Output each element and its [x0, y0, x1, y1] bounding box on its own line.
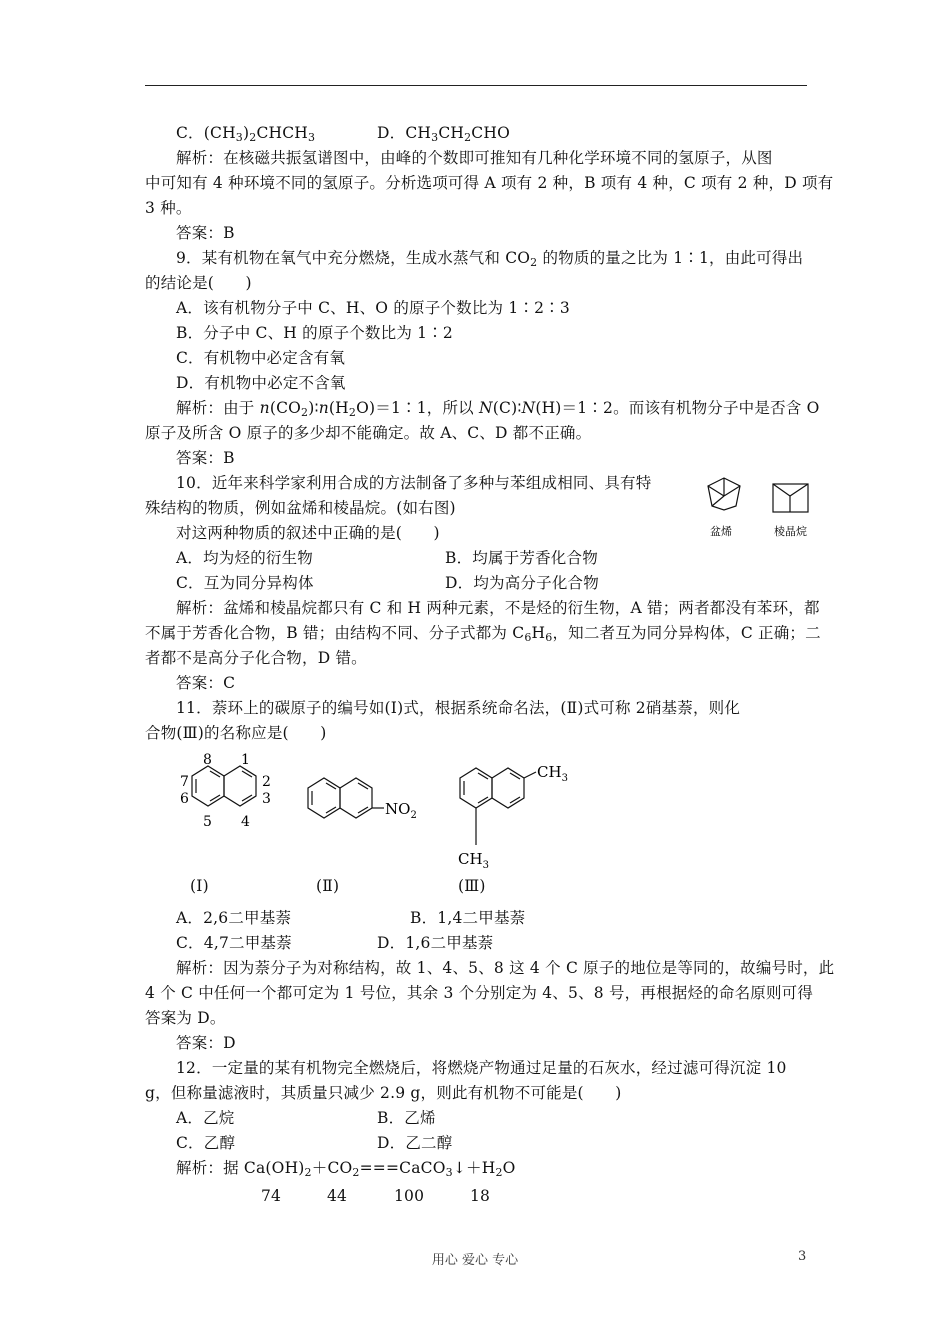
q11-answer: 答案：D — [176, 1034, 236, 1052]
q8-option-d: D．$CH_3CH_2CHO$ — [377, 124, 510, 144]
q10-option-d: D．均为高分子化合物 — [445, 574, 599, 592]
q11-stem: 合物(Ⅲ)的名称应是( ) — [145, 724, 327, 742]
structure-label-iii: (Ⅲ) — [458, 877, 486, 895]
position-number: 7 — [180, 774, 189, 790]
q10-stem: 殊结构的物质，例如盆烯和棱晶烷。(如右图) — [145, 499, 456, 517]
position-number: 2 — [262, 774, 271, 790]
q8-analysis-line: 3 种。 — [145, 199, 192, 217]
q10-structure-figure — [698, 474, 818, 544]
naphthalene-structure-ii — [308, 778, 384, 818]
q10-stem: 对这两种物质的叙述中正确的是( ) — [176, 524, 440, 542]
q10-option-a: A．均为烃的衍生物 — [176, 549, 313, 567]
q9-analysis-line: 原子及所含 O 原子的多少却不能确定。故 A、C、D 都不正确。 — [145, 424, 592, 442]
molar-mass-value: 74 — [261, 1187, 282, 1205]
molar-mass-value: 100 — [394, 1187, 425, 1205]
molar-mass-value: 18 — [470, 1187, 491, 1205]
q9-option-b: B．分子中 C、H 的原子个数比为 1∶2 — [176, 324, 453, 342]
benzvalene-structure — [708, 478, 740, 510]
page-footer: 用心 爱心 专心 — [431, 1253, 519, 1268]
q9-option-c: C．有机物中必定含有氧 — [176, 349, 346, 367]
q8-analysis-line: 解析：在核磁共振氢谱图中，由峰的个数即可推知有几种化学环境不同的氢原子，从图 — [176, 149, 773, 167]
position-number: 5 — [203, 814, 212, 830]
q12-analysis-equation: 解析：据 $Ca(OH)_2+CO_2===CaCO_3↓+H_2O$ — [176, 1159, 516, 1179]
q12-option-a: A．乙烷 — [176, 1109, 235, 1127]
q11-option-a: A．2,6二甲基萘 — [176, 909, 292, 927]
prismane-structure — [773, 484, 808, 512]
q11-option-d: D．1,6二甲基萘 — [377, 934, 494, 952]
q12-stem: g，但称量滤液时，其质量只减少 2.9 g，则此有机物不可能是( ) — [145, 1084, 622, 1102]
q11-option-c: C．4,7二甲基萘 — [176, 934, 292, 952]
naphthalene-structure-i — [192, 766, 256, 806]
q9-stem: 9．某有机物在氧气中充分燃烧，生成水蒸气和 $CO_2$ 的物质的量之比为 1∶1，由此可得出 — [176, 249, 804, 269]
methyl-group-label: $CH_3$ — [537, 763, 568, 784]
benzvalene-label: 盆烯 — [710, 525, 732, 538]
molar-mass-value: 44 — [327, 1187, 348, 1205]
q11-analysis-line: 答案为 D。 — [145, 1009, 226, 1027]
position-number: 3 — [262, 791, 271, 807]
q9-answer: 答案：B — [176, 449, 235, 467]
position-number: 1 — [241, 752, 250, 768]
q11-option-b: B．1,4二甲基萘 — [410, 909, 526, 927]
q8-answer: 答案：B — [176, 224, 235, 242]
q9-option-a: A．该有机物分子中 C、H、O 的原子个数比为 1∶2∶3 — [176, 299, 570, 317]
q10-analysis-line: 者都不是高分子化合物，D 错。 — [145, 649, 367, 667]
position-number: 4 — [241, 814, 250, 830]
q11-analysis-line: 4 个 C 中任何一个都可定为 1 号位，其余 3 个分别定为 4、5、8 号，再根据烃的命名原则可得 — [145, 984, 814, 1002]
q12-option-b: B．乙烯 — [377, 1109, 436, 1127]
q10-option-c: C．互为同分异构体 — [176, 574, 314, 592]
header-rule — [145, 85, 807, 86]
q10-stem: 10．近年来科学家利用合成的方法制备了多种与苯组成相同、具有特 — [176, 474, 652, 492]
q12-option-d: D．乙二醇 — [377, 1134, 453, 1152]
q11-analysis-line: 解析：因为萘分子为对称结构，故 1、4、5、8 这 4 个 C 原子的地位是等同的，故编号时，此 — [176, 959, 835, 977]
q10-analysis-line: 解析：盆烯和棱晶烷都只有 C 和 H 两种元素，不是烃的衍生物，A 错；两者都没有苯环，都 — [176, 599, 820, 617]
q9-stem: 的结论是( ) — [145, 274, 252, 292]
structure-label-i: (Ⅰ) — [190, 877, 209, 895]
q11-naphthalene-figure — [170, 750, 590, 900]
q11-stem: 11．萘环上的碳原子的编号如(Ⅰ)式，根据系统命名法，(Ⅱ)式可称 2硝基萘，则化 — [176, 699, 741, 717]
q8-option-c: C．$(CH_3)_2CHCH_3$ — [176, 124, 316, 144]
q9-option-d: D．有机物中必定不含氧 — [176, 374, 346, 392]
structure-label-ii: (Ⅱ) — [316, 877, 340, 895]
methyl-group-label: $CH_3$ — [458, 850, 489, 871]
nitro-group-label: $NO_2$ — [385, 800, 417, 821]
prismane-label: 棱晶烷 — [774, 525, 807, 538]
naphthalene-structure-iii — [460, 768, 536, 845]
q8-analysis-line: 中可知有 4 种环境不同的氢原子。分析选项可得 A 项有 2 种，B 项有 4 种，C 项有 2 种，D 项有 — [145, 174, 834, 192]
q10-option-b: B．均属于芳香化合物 — [445, 549, 598, 567]
q12-stem: 12．一定量的某有机物完全燃烧后，将燃烧产物通过足量的石灰水，经过滤可得沉淀 10 — [176, 1059, 787, 1077]
q10-analysis-line: 不属于芳香化合物，B 错；由结构不同、分子式都为 $C_6H_6$，知二者互为同分异构体，C 正确；二 — [145, 624, 821, 644]
q9-analysis-line: 解析：由于 $n(CO_2)∶n(H_2O)=1∶1$，所以 N(C)∶N(H)＝1∶2。而该有机物分子中是否含 O — [176, 399, 820, 419]
q10-answer: 答案：C — [176, 674, 236, 692]
position-number: 6 — [180, 791, 189, 807]
position-number: 8 — [203, 752, 212, 768]
page-number: 3 — [798, 1249, 807, 1264]
q12-option-c: C．乙醇 — [176, 1134, 236, 1152]
